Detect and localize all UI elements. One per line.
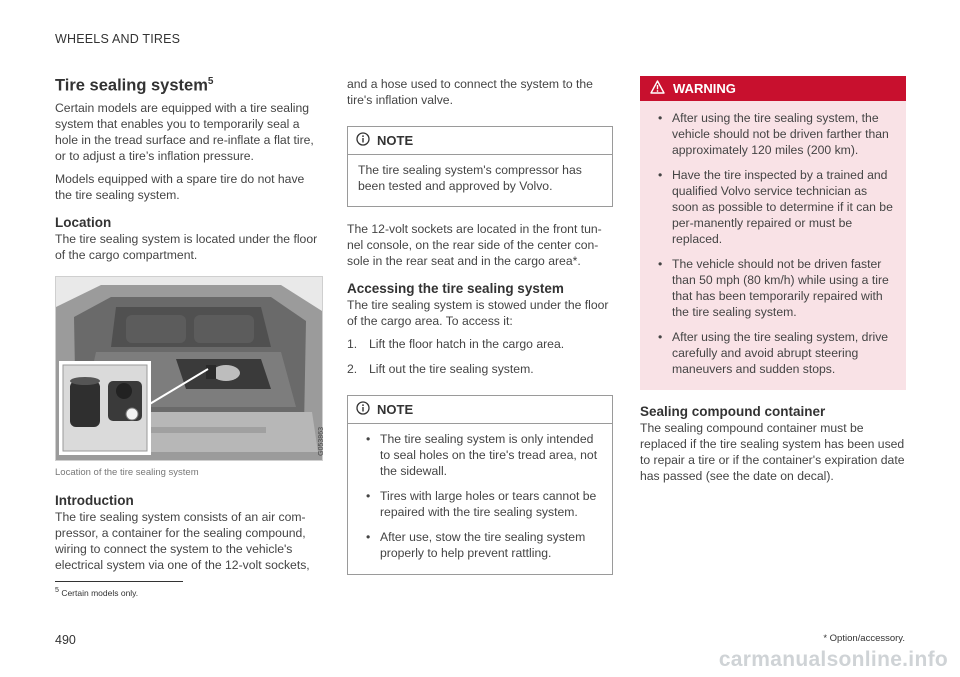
option-accessory-note: * Option/accessory. — [823, 633, 905, 644]
continued-text: and a hose used to connect the system to the tire's inflation valve. — [347, 77, 593, 107]
footnote: $^5$ Certain models only. — [55, 586, 139, 598]
note-text: The tire sealing system's compressor has been tested and approved by Volvo. — [358, 163, 582, 193]
container-heading: Sealing compound container — [640, 404, 826, 419]
list-item: • The vehicle should not be driven faster than 50 mph (80 km/h) while using a tire that has been temporarily repaired with the tire sealing system. — [658, 257, 889, 319]
cargo-area-illustration — [55, 276, 323, 461]
note-box-usage — [347, 395, 613, 575]
cargo-area-drawing — [56, 277, 322, 460]
access-steps — [347, 336, 613, 377]
footnote-divider — [55, 581, 183, 582]
section-title: Tire sealing system$^5$ — [55, 76, 214, 95]
note-label: NOTE — [377, 402, 414, 417]
accessing-text: The tire sealing system is stowed under the floor of the cargo area. To access it: — [347, 298, 609, 328]
list-item: • Have the tire inspected by a trained and qualified Volvo service technician as soon as possible to determine if it can be per-manently repaired or must be replaced. — [658, 168, 893, 246]
spare-tire-paragraph: Models equipped with a spare tire do not have the tire sealing system. — [55, 171, 305, 202]
list-item: • The tire sealing system is only intended to seal holes on the tire's tread area, not the sidewall. — [366, 432, 598, 478]
list-item: • After use, stow the tire sealing system properly to help prevent rattling. — [366, 530, 586, 560]
warning-label: WARNING — [673, 81, 736, 96]
note-label: NOTE — [377, 133, 414, 148]
location-heading: Location — [55, 214, 112, 230]
introduction-text: The tire sealing system consists of an air com-pressor, a container for the sealing compound, wiring to connect the system to the vehicle's electrical system via one of the 12-volt sockets, — [55, 509, 310, 572]
container-text: The sealing compound container must be replaced if the tire sealing system has been used to repair a tire or if the container's expiration date has passed (see the date on decal). — [640, 421, 905, 483]
note-box-compressor — [347, 126, 613, 207]
list-item: • After using the tire sealing system, drive carefully and avoid abrupt steering maneuvers and sudden stops. — [658, 330, 889, 376]
info-icon — [356, 401, 370, 418]
list-item: 2. Lift out the tire sealing system. — [347, 362, 534, 376]
intro-paragraph: Certain models are equipped with a tire sealing system that enables you to temporarily seal a hole in the tread surface and re-inflate a flat tire, or to adjust a tire’s inflation pressure. — [55, 100, 314, 163]
list-item: 1. Lift the floor hatch in the cargo area. — [347, 337, 565, 351]
figure-caption: Location of the tire sealing system — [55, 466, 199, 478]
note-header — [348, 396, 612, 424]
column-right — [640, 76, 906, 491]
note-header — [348, 127, 612, 155]
watermark: carmanualsonline.info — [718, 648, 948, 671]
info-icon — [356, 132, 370, 149]
warning-box — [640, 76, 906, 390]
column-left — [55, 76, 325, 580]
sockets-text: The 12-volt sockets are located in the front tun-nel console, on the rear side of the center con-sole in the rear seat and in the cargo area*. — [347, 222, 602, 268]
footnote-ref: 5 — [207, 76, 214, 87]
list-item: • Tires with large holes or tears cannot be repaired with the tire sealing system. — [366, 489, 597, 519]
page-number: 490 — [55, 633, 76, 647]
running-header: WHEELS AND TIRES — [55, 32, 181, 46]
column-middle — [347, 76, 613, 589]
list-item: • After using the tire sealing system, the vehicle should not be driven farther than approximately 120 miles (200 km). — [658, 111, 889, 157]
introduction-heading: Introduction — [55, 492, 134, 508]
warning-header — [640, 76, 906, 101]
warning-triangle-icon — [650, 80, 665, 97]
accessing-heading: Accessing the tire sealing system — [347, 281, 564, 296]
figure-code: G053863 — [318, 426, 325, 456]
location-text: The tire sealing system is located under the floor of the cargo compartment. — [55, 231, 318, 262]
